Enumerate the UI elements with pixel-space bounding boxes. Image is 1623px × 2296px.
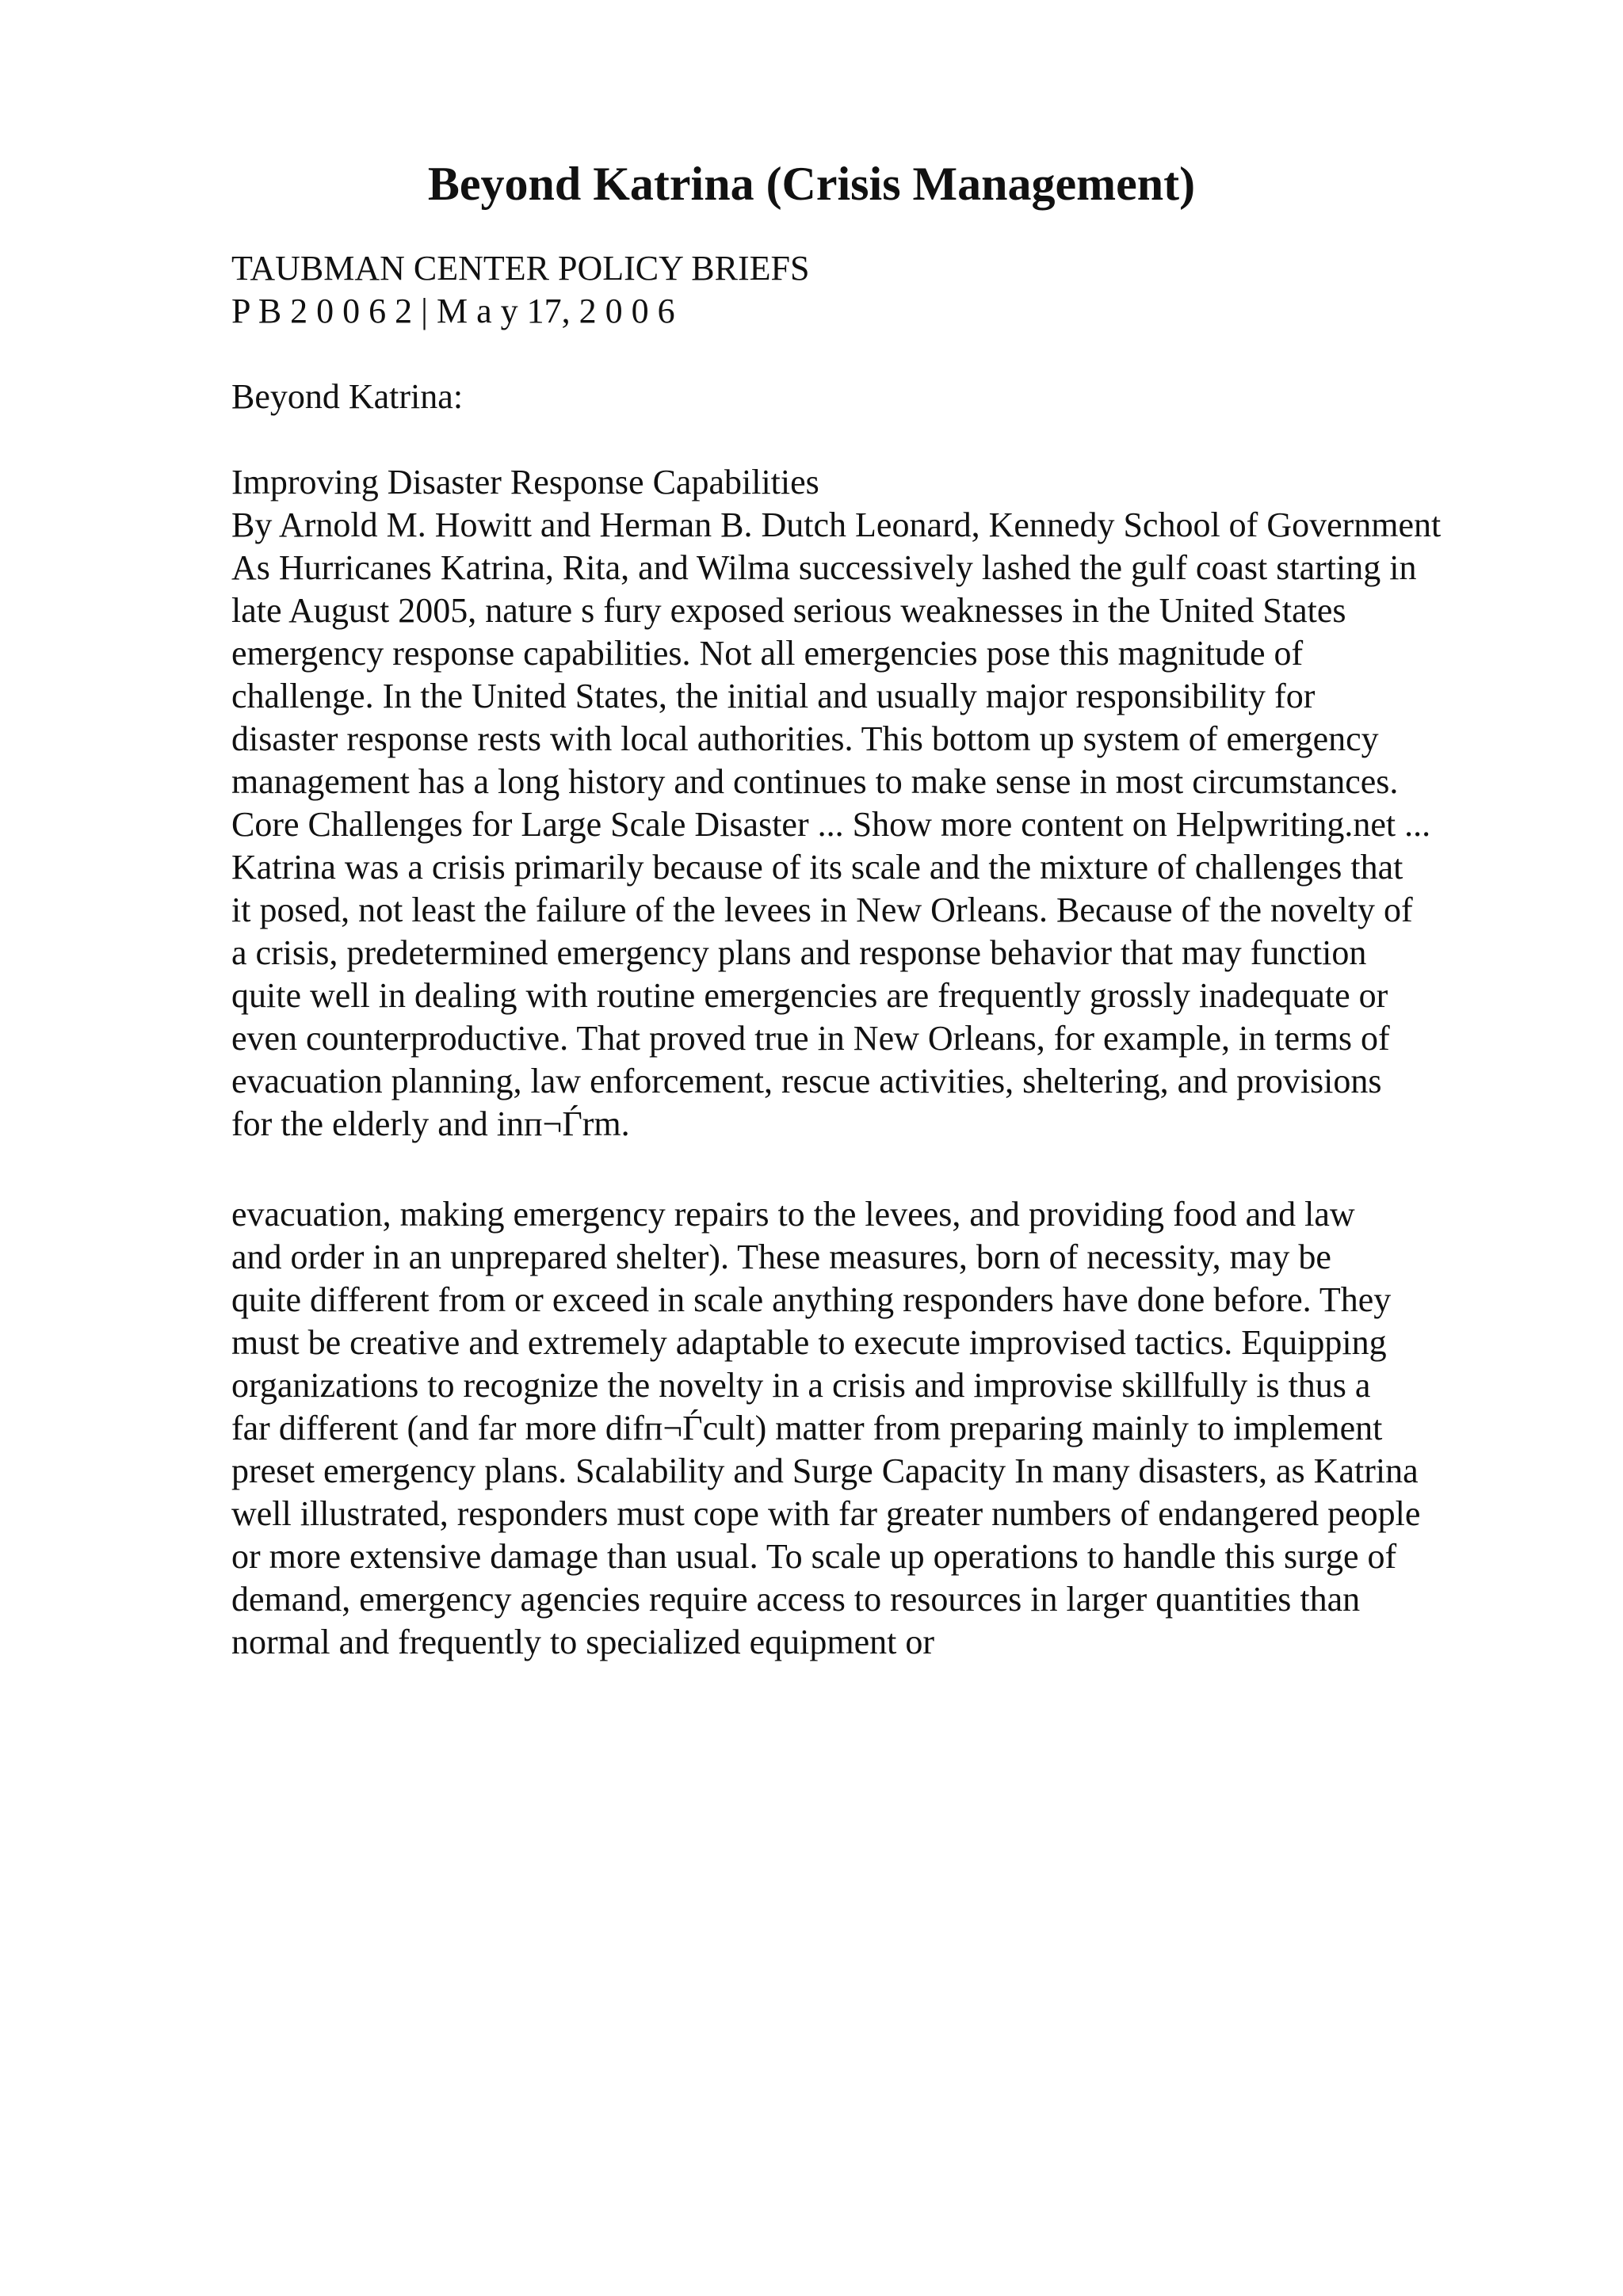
paragraph1-line: disaster response rests with local authorities. This bottom up system of emergency xyxy=(231,719,1379,758)
paragraph2-line: and order in an unprepared shelter). These measures, born of necessity, may be xyxy=(231,1238,1331,1276)
paragraph2-line: evacuation, making emergency repairs to the levees, and providing food and law xyxy=(231,1195,1355,1234)
paragraph2-line: well illustrated, responders must cope with far greater numbers of endangered people xyxy=(231,1494,1421,1533)
paragraph2-line: or more extensive damage than usual. To scale up operations to handle this surge of xyxy=(231,1537,1397,1576)
paragraph1-line: As Hurricanes Katrina, Rita, and Wilma successively lashed the gulf coast starting in xyxy=(231,548,1417,587)
paragraph2-line: organizations to recognize the novelty in a crisis and improvise skillfully is thus a xyxy=(231,1366,1371,1405)
document-subtitle: Beyond Katrina: xyxy=(231,377,464,416)
paragraph1-line: Core Challenges for Large Scale Disaster ... Show more content on Helpwriting.net ... xyxy=(231,805,1431,844)
paragraph1-line: emergency response capabilities. Not all emergencies pose this magnitude of xyxy=(231,634,1304,673)
paragraph1-line: quite well in dealing with routine emergencies are frequently grossly inadequate or xyxy=(231,976,1388,1015)
paragraph1-line: evacuation planning, law enforcement, rescue activities, sheltering, and provisions xyxy=(231,1062,1382,1100)
paragraph1-line: By Arnold M. Howitt and Herman B. Dutch Leonard, Kennedy School of Government xyxy=(231,505,1442,544)
header-line-publisher: TAUBMAN CENTER POLICY BRIEFS xyxy=(231,249,810,288)
header-line-issue-date: P B 2 0 0 6 2 | M a y 17, 2 0 0 6 xyxy=(231,292,675,330)
paragraph2-line: must be creative and extremely adaptable to execute improvised tactics. Equipping xyxy=(231,1323,1387,1362)
paragraph1-line: Improving Disaster Response Capabilities xyxy=(231,463,819,502)
paragraph2-line: far different (and far more difп¬Ѓcult) matter from preparing mainly to implement xyxy=(231,1409,1383,1447)
paragraph2-line: normal and frequently to specialized equipment or xyxy=(231,1623,935,1661)
paragraph1-line: for the elderly and inп¬Ѓrm. xyxy=(231,1104,630,1143)
paragraph1-line: late August 2005, nature s fury exposed serious weaknesses in the United States xyxy=(231,591,1346,630)
paragraph2-line: preset emergency plans. Scalability and Surge Capacity In many disasters, as Katrina xyxy=(231,1451,1419,1490)
document-title: Beyond Katrina (Crisis Management) xyxy=(427,158,1196,210)
paragraph1-line: even counterproductive. That proved true in New Orleans, for example, in terms of xyxy=(231,1019,1390,1058)
paragraph2-line: demand, emergency agencies require access to resources in larger quantities than xyxy=(231,1580,1361,1619)
paragraph1-line: challenge. In the United States, the initial and usually major responsibility for xyxy=(231,677,1316,715)
paragraph1-line: Katrina was a crisis primarily because of its scale and the mixture of challenges that xyxy=(231,848,1403,887)
paragraph1-line: a crisis, predetermined emergency plans and response behavior that may function xyxy=(231,933,1367,972)
paragraph2-line: quite different from or exceed in scale anything responders have done before. They xyxy=(231,1280,1392,1319)
paragraph1-line: management has a long history and continues to make sense in most circumstances. xyxy=(231,762,1399,801)
paragraph1-line: it posed, not least the failure of the levees in New Orleans. Because of the novelty of xyxy=(231,891,1413,929)
